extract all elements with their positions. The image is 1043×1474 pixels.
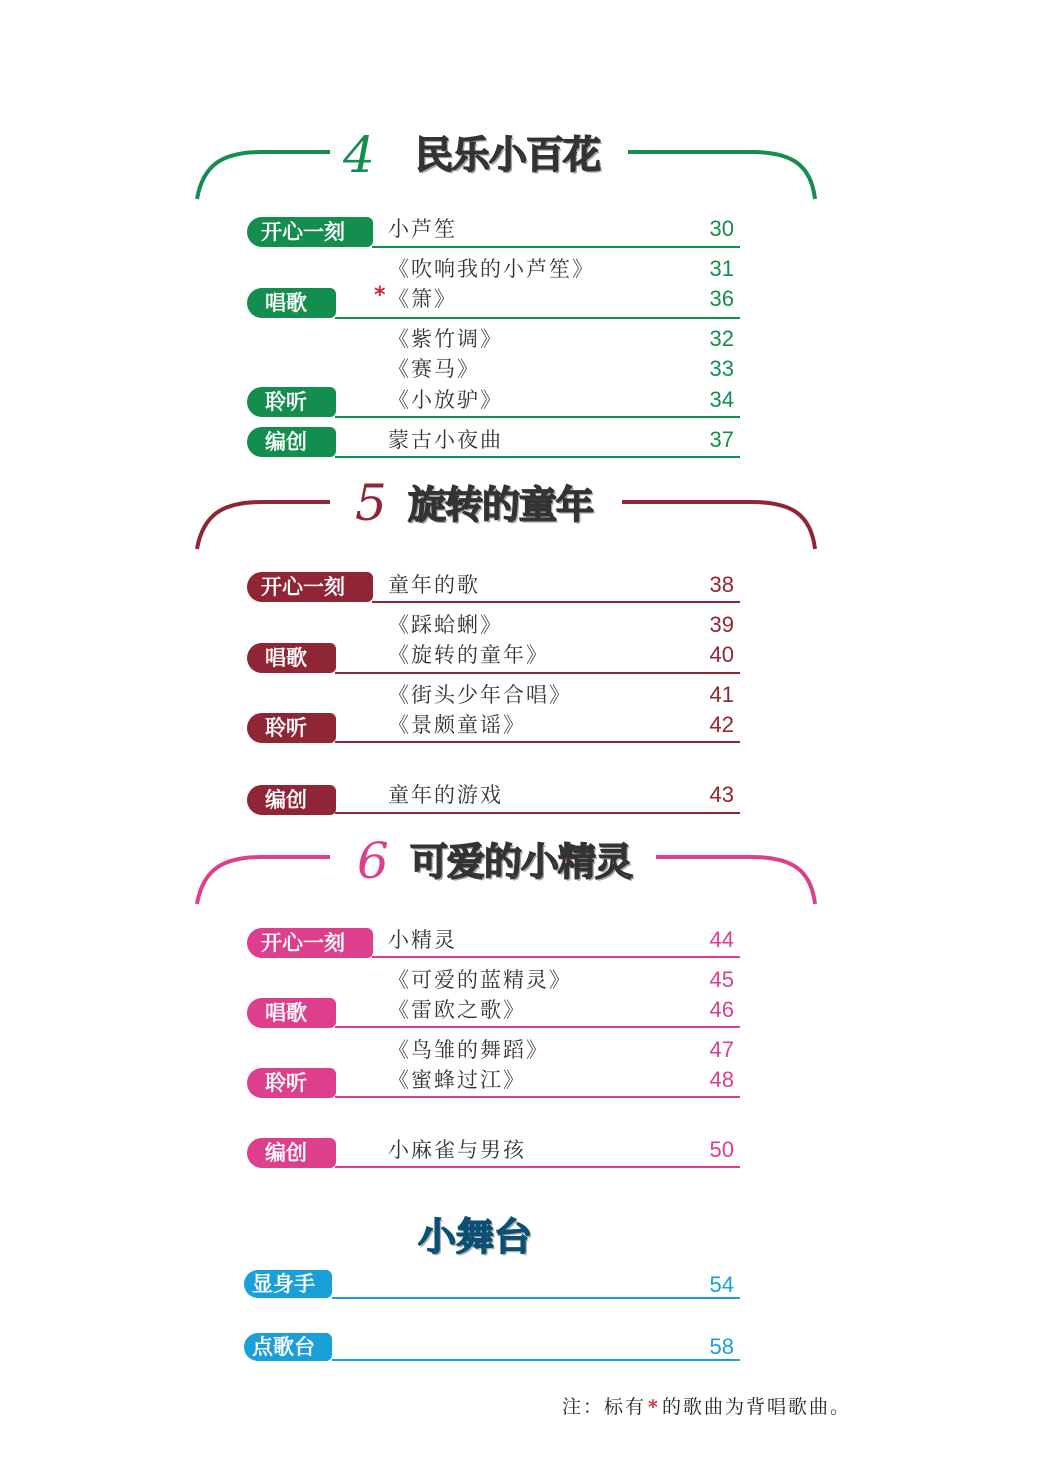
toc-item-page[interactable]: 44 — [709, 927, 734, 952]
memorize-star-marker: * — [374, 283, 386, 308]
footnote-star: * — [648, 1396, 660, 1418]
stage-section-title: 小舞台 — [418, 1215, 533, 1259]
toc-item-title[interactable]: 童年的歌 — [388, 573, 480, 597]
category-badge-show-skills: 显身手 — [244, 1270, 332, 1298]
toc-item-page[interactable]: 47 — [709, 1037, 734, 1062]
category-badge-song-request: 点歌台 — [244, 1333, 332, 1361]
footnote-prefix: 注：标有 — [562, 1396, 647, 1418]
category-badge-listen: 聆听 — [247, 713, 336, 743]
toc-item-title[interactable]: 小精灵 — [388, 928, 457, 952]
unit-4-number: 4 — [343, 126, 375, 184]
row-divider — [332, 1359, 740, 1361]
toc-item-page[interactable]: 40 — [709, 642, 734, 667]
toc-item-title[interactable]: 《旋转的童年》 — [388, 643, 549, 667]
toc-item-page[interactable]: 36 — [709, 286, 734, 311]
row-divider — [335, 1096, 740, 1098]
category-badge-happy-moment: 开心一刻 — [247, 217, 373, 247]
toc-item-page[interactable]: 30 — [709, 216, 734, 241]
toc-item-title[interactable]: 童年的游戏 — [388, 783, 503, 807]
toc-item-title[interactable]: 《紫竹调》 — [388, 327, 503, 351]
toc-item-page[interactable]: 38 — [709, 572, 734, 597]
footnote-suffix: 的歌曲为背唱歌曲。 — [661, 1396, 851, 1418]
row-divider — [332, 1297, 740, 1299]
toc-item-title[interactable]: 蒙古小夜曲 — [388, 428, 503, 452]
toc-item-title[interactable]: 《街头少年合唱》 — [388, 683, 572, 707]
toc-item-title[interactable]: 《蜜蜂过江》 — [388, 1068, 526, 1092]
category-badge-create: 编创 — [247, 427, 336, 457]
toc-item-title[interactable]: 《小放驴》 — [388, 388, 503, 412]
toc-item-title[interactable]: 小麻雀与男孩 — [388, 1138, 526, 1162]
toc-item-page[interactable]: 58 — [709, 1334, 734, 1359]
unit-5-number: 5 — [355, 474, 387, 532]
category-badge-sing: 唱歌 — [247, 288, 336, 318]
toc-item-title[interactable]: 《踩蛤蜊》 — [388, 613, 503, 637]
unit-5-title: 旋转的童年 — [408, 483, 594, 527]
row-divider — [335, 1026, 740, 1028]
toc-item-page[interactable]: 50 — [709, 1137, 734, 1162]
toc-item-title[interactable]: 《景颇童谣》 — [388, 713, 526, 737]
toc-item-page[interactable]: 46 — [709, 997, 734, 1022]
category-badge-listen: 聆听 — [247, 387, 336, 417]
toc-item-title[interactable]: 《鸟雏的舞蹈》 — [388, 1038, 549, 1062]
row-divider — [372, 956, 740, 958]
toc-item-page[interactable]: 33 — [709, 356, 734, 381]
toc-item-page[interactable]: 45 — [709, 967, 734, 992]
toc-item-page[interactable]: 41 — [709, 682, 734, 707]
category-badge-listen: 聆听 — [247, 1068, 336, 1098]
toc-item-title[interactable]: 《雷欧之歌》 — [388, 998, 526, 1022]
toc-item-title[interactable]: 《箫》 — [388, 287, 457, 311]
toc-item-page[interactable]: 42 — [709, 712, 734, 737]
toc-item-title[interactable]: 《可爱的蓝精灵》 — [388, 968, 572, 992]
toc-item-title[interactable]: 小芦笙 — [388, 217, 457, 241]
row-divider — [335, 1166, 740, 1168]
unit-6-title: 可爱的小精灵 — [410, 840, 633, 884]
unit-6-number: 6 — [357, 832, 389, 890]
category-badge-create: 编创 — [247, 1138, 336, 1168]
toc-item-title[interactable]: 《吹响我的小芦笙》 — [388, 257, 595, 281]
toc-item-page[interactable]: 31 — [709, 256, 734, 281]
category-badge-sing: 唱歌 — [247, 643, 336, 673]
footnote — [562, 1392, 851, 1419]
toc-item-title[interactable]: 《赛马》 — [388, 357, 480, 381]
toc-item-page[interactable]: 32 — [709, 326, 734, 351]
category-badge-sing: 唱歌 — [247, 998, 336, 1028]
category-badge-create: 编创 — [247, 785, 336, 815]
toc-item-page[interactable]: 37 — [709, 427, 734, 452]
category-badge-happy-moment: 开心一刻 — [247, 572, 373, 602]
toc-item-page[interactable]: 43 — [709, 782, 734, 807]
toc-item-page[interactable]: 54 — [709, 1272, 734, 1297]
toc-item-page[interactable]: 48 — [709, 1067, 734, 1092]
toc-item-page[interactable]: 34 — [709, 387, 734, 412]
toc-item-page[interactable]: 39 — [709, 612, 734, 637]
category-badge-happy-moment: 开心一刻 — [247, 928, 373, 958]
unit-4-title: 民乐小百花 — [415, 133, 601, 177]
